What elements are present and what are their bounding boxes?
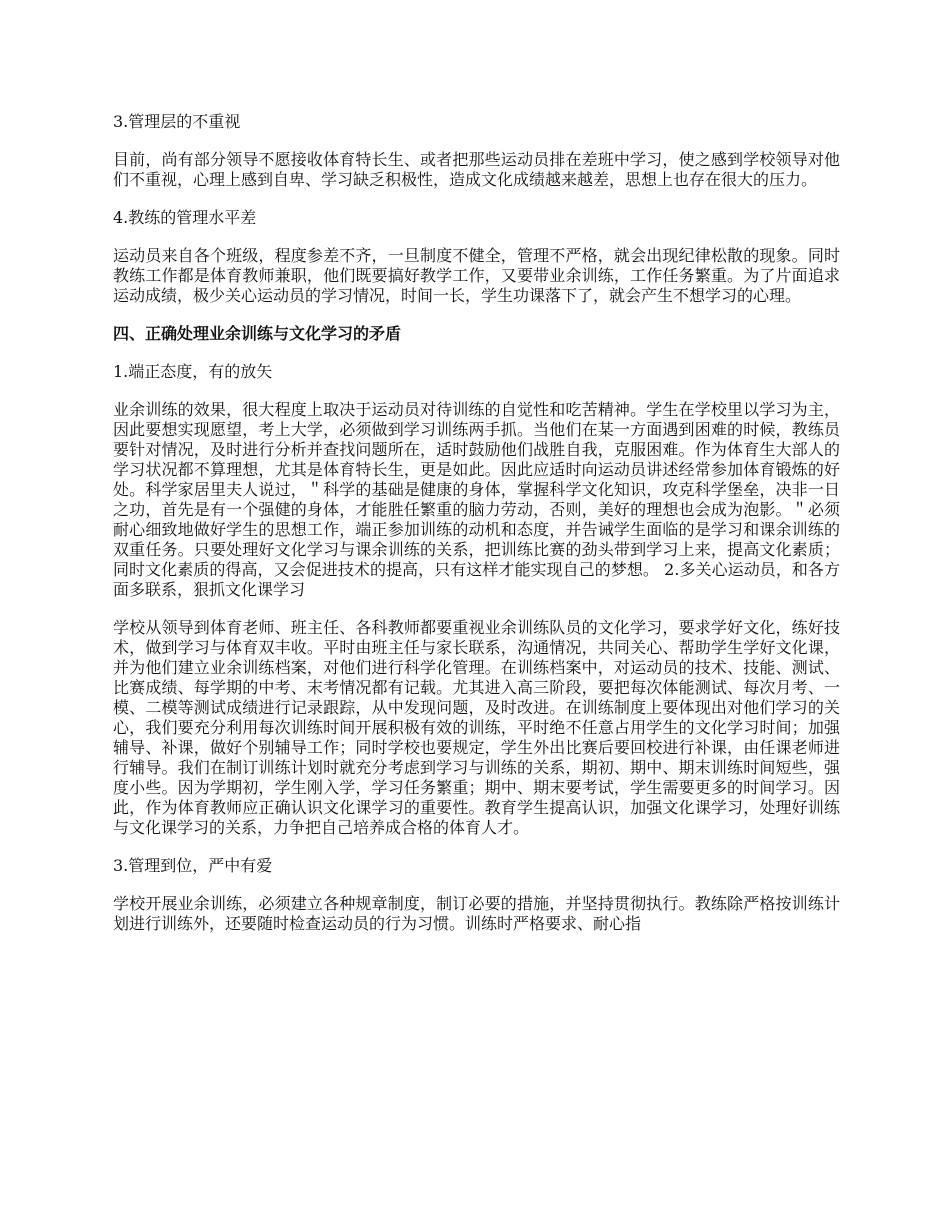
chapter-heading-four: 四、正确处理业余训练与文化学习的矛盾 <box>113 324 402 343</box>
paragraph-strict-management: 学校开展业余训练，必须建立各种规章制度，制订必要的措施，并坚持贯彻执行。教练除严格按训练计划进行训练外，还要随时检查运动员的行为习惯。训练时严格要求、耐心指 <box>113 894 840 933</box>
document-body <box>113 112 840 952</box>
section-heading-management-neglect: 3.管理层的不重视 <box>113 112 241 131</box>
section-heading-coach-management: 4.教练的管理水平差 <box>113 208 257 227</box>
paragraph-school-cooperation: 学校从领导到体育老师、班主任、各科教师都要重视业余训练队员的文化学习，要求学好文化，练好技术，做到学习与体育双丰收。平时由班主任与家长联系，沟通情况，共同关心、帮助学生学好文化课，并为他们建立业余训练档案，对他们进行科学化管理。在训练档案中，对运动员的技术、技能、测试、比赛成绩、每学期的中考、末考情况都有记载。尤其进入高三阶段，要把每次体能测试、每次月考、一模、二模等测试成绩进行记录跟踪，从中发现问题，及时改进。在训练制度上要体现出对他们学习的关心，我们要充分利用每次训练时间开展积极有效的训练，平时绝不任意占用学生的文化学习时间；加强辅导、补课，做好个别辅导工作；同时学校也要规定，学生外出比赛后要回校进行补课，由任课老师进行辅导。我们在制订训练计划时就充分考虑到学习与训练的关系，期初、期中、期末训练时间短些，强度小些。因为学期初，学生刚入学，学习任务繁重；期中、期末要考试，学生需要更多的时间学习。因此，作为体育教师应正确认识文化课学习的重要性。教育学生提高认识，加强文化课学习，处理好训练与文化课学习的关系，力争把自己培养成合格的体育人才。 <box>113 618 840 837</box>
section-heading-strict-management: 3.管理到位，严中有爱 <box>113 856 273 875</box>
paragraph-attitude: 业余训练的效果，很大程度上取决于运动员对待训练的自觉性和吃苦精神。学生在学校里以学习为主，因此要想实现愿望，考上大学，必须做到学习训练两手抓。当他们在某一方面遇到困难的时候，教练员要针对情况，及时进行分析并查找问题所在，适时鼓励他们战胜自我，克服困难。作为体育生大部人的学习状况都不算理想，尤其是体育特长生，更是如此。因此应适时向运动员讲述经常参加体育锻炼的好处。科学家居里夫人说过，＂科学的基础是健康的身体，掌握科学文化知识，攻克科学堡垒，决非一日之功，首先是有一个强健的身体，才能胜任繁重的脑力劳动，否则，美好的理想也会成为泡影。＂必须耐心细致地做好学生的思想工作，端正参加训练的动机和态度，并告诫学生面临的是学习和课余训练的双重任务。只要处理好文化学习与课余训练的关系，把训练比赛的劲头带到学习上来，提高文化素质；同时文化素质的得高，又会促进技术的提高，只有这样才能实现自己的梦想。 2.多关心运动员，和各方面多联系，狠抓文化课学习 <box>113 400 840 599</box>
paragraph-management-neglect: 目前，尚有部分领导不愿接收体育特长生、或者把那些运动员排在差班中学习，使之感到学校领导对他们不重视，心理上感到自卑、学习缺乏积极性，造成文化成绩越来越差，思想上也存在很大的压力。 <box>113 150 840 189</box>
section-heading-attitude: 1.端正态度，有的放矢 <box>113 362 273 381</box>
paragraph-coach-management: 运动员来自各个班级，程度参差不齐，一旦制度不健全，管理不严格，就会出现纪律松散的现象。同时教练工作都是体育教师兼职，他们既要搞好教学工作，又要带业余训练，工作任务繁重。为了片面追求运动成绩，极少关心运动员的学习情况，时间一长，学生功课落下了，就会产生不想学习的心理。 <box>113 246 840 305</box>
